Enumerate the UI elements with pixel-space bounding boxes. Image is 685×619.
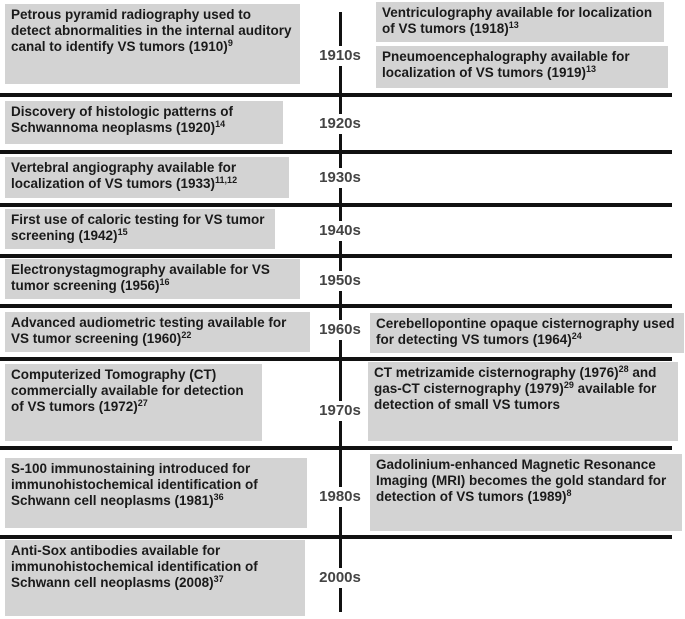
event-box <box>5 540 305 616</box>
event-text: First use of caloric testing for VS tumor screening (1942) <box>11 212 265 243</box>
timeline-axis <box>339 12 342 612</box>
decade-label: 1950s <box>312 271 368 291</box>
event-ref: 9 <box>227 38 233 48</box>
event-ref: 13 <box>586 64 597 74</box>
event-ref: 28 <box>618 364 629 374</box>
event-ref: 36 <box>213 492 224 502</box>
event-ref: 22 <box>181 330 192 340</box>
decade-separator <box>0 535 672 539</box>
event-ref: 29 <box>563 380 574 390</box>
event-ref: 24 <box>571 331 582 341</box>
event-text: and gas-CT cisternography (1979) <box>374 365 657 396</box>
event-text: Vertebral angiography available for localization of VS tumors (1933) <box>11 160 237 191</box>
decade-separator <box>0 254 672 258</box>
event-text: available for detection of small VS tumors <box>374 381 657 412</box>
decade-label: 1910s <box>312 46 368 66</box>
event-ref: 16 <box>159 277 170 287</box>
event-ref: 37 <box>213 574 224 584</box>
event-text: Gadolinium-enhanced Magnetic Resonance Imaging (MRI) becomes the gold standard for detection of VS tumors (1989) <box>376 457 667 504</box>
decade-separator <box>0 357 672 361</box>
decade-label: 1970s <box>312 401 368 421</box>
event-text: Anti-Sox antibodies available for immunohistochemical identification of Schwann cell neoplasms (2008) <box>11 543 258 590</box>
event-box <box>376 2 664 42</box>
event-text: Ventriculography available for localization of VS tumors (1918) <box>382 5 653 36</box>
event-ref: 11,12 <box>215 175 238 185</box>
event-box <box>368 362 678 441</box>
event-box <box>5 209 275 249</box>
event-text: Petrous pyramid radiography used to detect abnormalities in the internal auditory canal to identify VS tumors (1910) <box>11 7 292 54</box>
event-ref: 13 <box>508 20 519 30</box>
event-text: Cerebellopontine opaque cisternography used for detecting VS tumors (1964) <box>376 316 675 347</box>
decade-label: 1920s <box>312 114 368 134</box>
decade-label: 1960s <box>312 320 368 340</box>
event-text: Electronystagmography available for VS tumor screening (1956) <box>11 262 270 293</box>
decade-label: 1980s <box>312 487 368 507</box>
decade-label: 1930s <box>312 168 368 188</box>
event-text: Discovery of histologic patterns of Schwannoma neoplasms (1920) <box>11 104 234 135</box>
event-text: CT metrizamide cisternography (1976) <box>374 365 619 380</box>
decade-label: 2000s <box>312 568 368 588</box>
event-box <box>370 454 682 531</box>
event-box <box>5 364 262 441</box>
event-box <box>5 101 283 144</box>
event-text: Computerized Tomography (CT) commercially available for detection of VS tumors (1972) <box>11 367 244 414</box>
event-box <box>5 259 300 299</box>
event-box <box>5 458 307 528</box>
decade-separator <box>0 203 672 207</box>
decade-separator <box>0 150 672 154</box>
event-ref: 15 <box>117 227 128 237</box>
decade-separator <box>0 304 672 308</box>
event-box <box>376 46 668 88</box>
decade-separator <box>0 93 672 97</box>
event-box <box>5 157 289 198</box>
event-ref: 14 <box>215 119 226 129</box>
event-text: Pneumoencephalography available for localization of VS tumors (1919) <box>382 49 630 80</box>
event-box <box>5 312 310 352</box>
event-text: S-100 immunostaining introduced for immunohistochemical identification of Schwann cell neoplasms (1981) <box>11 461 258 508</box>
event-ref: 27 <box>137 398 148 408</box>
event-box <box>370 313 684 353</box>
decade-separator <box>0 446 672 450</box>
event-box <box>5 4 300 84</box>
event-ref: 8 <box>566 488 572 498</box>
decade-label: 1940s <box>312 221 368 241</box>
event-text: Advanced audiometric testing available for VS tumor screening (1960) <box>11 315 287 346</box>
